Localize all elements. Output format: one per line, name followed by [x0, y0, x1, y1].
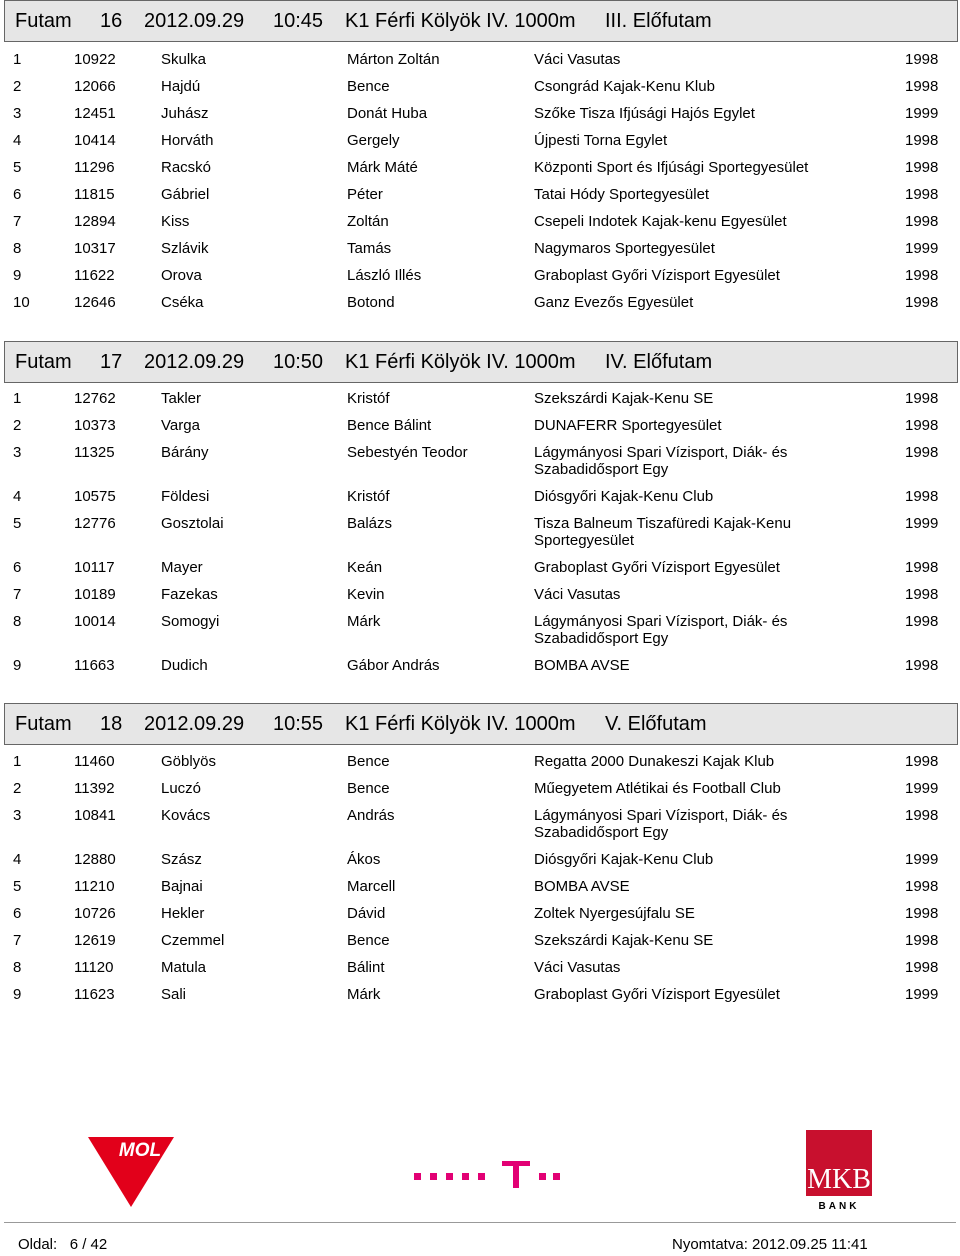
competitor-number-cell: 12880: [74, 851, 116, 868]
first-name-cell: Dávid: [347, 905, 386, 922]
last-name-cell: Juhász: [161, 105, 209, 122]
first-name-cell: Márk: [347, 613, 381, 630]
place-cell: 1: [13, 753, 22, 770]
last-name-cell: Horváth: [161, 132, 214, 149]
competitor-number-cell: 10841: [74, 807, 116, 824]
club-cell: Műegyetem Atlétikai és Football Club: [534, 780, 781, 797]
birth-year-cell: 1998: [905, 657, 939, 674]
first-name-cell: Kevin: [347, 586, 385, 603]
first-name-cell: Bence: [347, 753, 390, 770]
competitor-number-cell: 10117: [74, 559, 115, 576]
club-cell: Váci Vasutas: [534, 959, 621, 976]
competitor-number-cell: 12894: [74, 213, 116, 230]
table-row: [0, 557, 960, 584]
race-date: 2012.09.29: [144, 351, 245, 373]
birth-year-cell: 1999: [905, 851, 939, 868]
club-cell: DUNAFERR Sportegyesület: [534, 417, 722, 434]
table-row: [0, 513, 960, 549]
birth-year-cell: 1999: [905, 986, 939, 1003]
table-row: [0, 130, 960, 157]
place-cell: 2: [13, 780, 22, 797]
last-name-cell: Kovács: [161, 807, 211, 824]
competitor-number-cell: 11210: [74, 878, 115, 895]
club-cell: Lágymányosi Spari Vízisport, Diák- és Szabadidősport Egy: [534, 807, 788, 841]
competitor-number-cell: 12776: [74, 515, 116, 532]
competitor-number-cell: 12619: [74, 932, 116, 949]
race-header: [4, 703, 958, 745]
birth-year-cell: 1998: [905, 78, 939, 95]
last-name-cell: Orova: [161, 267, 202, 284]
competitor-number-cell: 11460: [74, 753, 115, 770]
competitor-number-cell: 11622: [74, 267, 115, 284]
race-time: 10:55: [273, 713, 324, 735]
competitor-number-cell: 11815: [74, 186, 115, 203]
first-name-cell: Ákos: [347, 851, 381, 868]
svg-text:MOL: MOL: [118, 1140, 162, 1161]
race-time: 10:45: [273, 10, 324, 32]
place-cell: 5: [13, 159, 22, 176]
last-name-cell: Gosztolai: [161, 515, 224, 532]
competitor-number-cell: 11623: [74, 986, 115, 1003]
last-name-cell: Racskó: [161, 159, 212, 176]
last-name-cell: Gábriel: [161, 186, 210, 203]
table-row: [0, 265, 960, 292]
last-name-cell: Sali: [161, 986, 187, 1003]
race-header: [4, 341, 958, 383]
club-cell: Váci Vasutas: [534, 586, 621, 603]
place-cell: 5: [13, 878, 22, 895]
table-row: [0, 292, 960, 319]
competitor-number-cell: 12762: [74, 390, 116, 407]
birth-year-cell: 1998: [905, 959, 939, 976]
club-cell: Szekszárdi Kajak-Kenu SE: [534, 932, 714, 949]
birth-year-cell: 1998: [905, 559, 939, 576]
competitor-number-cell: 10726: [74, 905, 116, 922]
table-row: [0, 584, 960, 611]
race-event: K1 Férfi Kölyök IV. 1000m: [345, 351, 576, 373]
competitor-number-cell: 11120: [74, 959, 114, 976]
footer-divider: [4, 1222, 956, 1223]
table-row: [0, 984, 960, 1011]
table-row: [0, 957, 960, 984]
competitor-number-cell: 10922: [74, 51, 116, 68]
table-row: [0, 930, 960, 957]
club-cell: Diósgyőri Kajak-Kenu Club: [534, 851, 714, 868]
birth-year-cell: 1998: [905, 51, 939, 68]
last-name-cell: Varga: [161, 417, 200, 434]
last-name-cell: Skulka: [161, 51, 207, 68]
club-cell: Graboplast Győri Vízisport Egyesület: [534, 986, 780, 1003]
place-cell: 8: [13, 240, 22, 257]
place-cell: 6: [13, 186, 22, 203]
first-name-cell: Bence Bálint: [347, 417, 432, 434]
birth-year-cell: 1999: [905, 780, 939, 797]
race-date: 2012.09.29: [144, 10, 245, 32]
last-name-cell: Bajnai: [161, 878, 203, 895]
birth-year-cell: 1998: [905, 132, 939, 149]
birth-year-cell: 1998: [905, 294, 939, 311]
club-cell: Szekszárdi Kajak-Kenu SE: [534, 390, 714, 407]
birth-year-cell: 1999: [905, 105, 939, 122]
last-name-cell: Somogyi: [161, 613, 220, 630]
birth-year-cell: 1998: [905, 186, 939, 203]
last-name-cell: Cséka: [161, 294, 204, 311]
print-timestamp: Nyomtatva: 2012.09.25 11:41: [672, 1236, 868, 1253]
first-name-cell: Sebestyén Teodor: [347, 444, 468, 461]
first-name-cell: Gergely: [347, 132, 400, 149]
club-cell: Szőke Tisza Ifjúsági Hajós Egylet: [534, 105, 755, 122]
table-row: [0, 442, 960, 478]
first-name-cell: Marcell: [347, 878, 396, 895]
birth-year-cell: 1998: [905, 613, 939, 630]
table-row: [0, 238, 960, 265]
svg-text:MKB: MKB: [807, 1164, 871, 1195]
table-row: [0, 751, 960, 778]
place-cell: 3: [13, 444, 22, 461]
table-row: [0, 76, 960, 103]
place-cell: 6: [13, 559, 22, 576]
first-name-cell: Kristóf: [347, 390, 390, 407]
birth-year-cell: 1998: [905, 444, 939, 461]
place-cell: 7: [13, 932, 22, 949]
first-name-cell: Márton Zoltán: [347, 51, 440, 68]
competitor-number-cell: 10014: [74, 613, 116, 630]
race-date: 2012.09.29: [144, 713, 245, 735]
table-row: [0, 157, 960, 184]
place-cell: 8: [13, 613, 22, 630]
first-name-cell: Bence: [347, 932, 390, 949]
race-number: 17: [100, 351, 123, 373]
place-cell: 6: [13, 905, 22, 922]
birth-year-cell: 1998: [905, 213, 939, 230]
race-event: K1 Férfi Kölyök IV. 1000m: [345, 713, 576, 735]
competitor-number-cell: 11663: [74, 657, 115, 674]
table-row: [0, 655, 960, 682]
club-cell: Regatta 2000 Dunakeszi Kajak Klub: [534, 753, 775, 770]
place-cell: 10: [13, 294, 30, 311]
table-row: [0, 778, 960, 805]
last-name-cell: Mayer: [161, 559, 203, 576]
first-name-cell: Bálint: [347, 959, 385, 976]
race-heat: V. Előfutam: [605, 713, 707, 735]
birth-year-cell: 1998: [905, 932, 939, 949]
place-cell: 2: [13, 417, 22, 434]
place-cell: 9: [13, 986, 22, 1003]
place-cell: 2: [13, 78, 22, 95]
table-row: [0, 486, 960, 513]
club-cell: Lágymányosi Spari Vízisport, Diák- és Szabadidősport Egy: [534, 444, 788, 478]
competitor-number-cell: 11392: [74, 780, 115, 797]
last-name-cell: Matula: [161, 959, 207, 976]
last-name-cell: Luczó: [161, 780, 202, 797]
last-name-cell: Földesi: [161, 488, 210, 505]
first-name-cell: Zoltán: [347, 213, 389, 230]
place-cell: 1: [13, 51, 22, 68]
first-name-cell: Kristóf: [347, 488, 390, 505]
first-name-cell: Tamás: [347, 240, 392, 257]
competitor-number-cell: 11296: [74, 159, 115, 176]
table-row: [0, 849, 960, 876]
table-row: [0, 49, 960, 76]
race-time: 10:50: [273, 351, 324, 373]
competitor-number-cell: 12066: [74, 78, 116, 95]
table-row: [0, 611, 960, 647]
birth-year-cell: 1998: [905, 267, 939, 284]
last-name-cell: Göblyös: [161, 753, 217, 770]
club-cell: Zoltek Nyergesújfalu SE: [534, 905, 695, 922]
place-cell: 4: [13, 488, 22, 505]
club-cell: Váci Vasutas: [534, 51, 621, 68]
birth-year-cell: 1999: [905, 240, 939, 257]
place-cell: 3: [13, 807, 22, 824]
place-cell: 3: [13, 105, 22, 122]
first-name-cell: Márk: [347, 986, 381, 1003]
birth-year-cell: 1999: [905, 515, 939, 532]
table-row: [0, 388, 960, 415]
competitor-number-cell: 10575: [74, 488, 116, 505]
place-cell: 9: [13, 657, 22, 674]
competitor-number-cell: 10373: [74, 417, 116, 434]
club-cell: Diósgyőri Kajak-Kenu Club: [534, 488, 714, 505]
club-cell: Újpesti Torna Egylet: [534, 132, 668, 149]
race-label: Futam: [15, 713, 72, 735]
last-name-cell: Hajdú: [161, 78, 201, 95]
race-number: 18: [100, 713, 123, 735]
competitor-number-cell: 10189: [74, 586, 116, 603]
race-number: 16: [100, 10, 123, 32]
club-cell: BOMBA AVSE: [534, 878, 630, 895]
table-row: [0, 211, 960, 238]
club-cell: Csongrád Kajak-Kenu Klub: [534, 78, 715, 95]
mkb-logo: [806, 1130, 872, 1212]
birth-year-cell: 1998: [905, 905, 939, 922]
club-cell: Központi Sport és Ifjúsági Sportegyesület: [534, 159, 809, 176]
birth-year-cell: 1998: [905, 390, 939, 407]
first-name-cell: Bence: [347, 78, 390, 95]
table-row: [0, 903, 960, 930]
table-row: [0, 876, 960, 903]
place-cell: 7: [13, 213, 22, 230]
club-cell: Tatai Hódy Sportegyesület: [534, 186, 710, 203]
place-cell: 8: [13, 959, 22, 976]
birth-year-cell: 1998: [905, 807, 939, 824]
competitor-number-cell: 10317: [74, 240, 116, 257]
place-cell: 7: [13, 586, 22, 603]
competitor-number-cell: 12451: [74, 105, 116, 122]
first-name-cell: Donát Huba: [347, 105, 428, 122]
competitor-number-cell: 11325: [74, 444, 115, 461]
race-event: K1 Férfi Kölyök IV. 1000m: [345, 10, 576, 32]
club-cell: BOMBA AVSE: [534, 657, 630, 674]
last-name-cell: Hekler: [161, 905, 205, 922]
birth-year-cell: 1998: [905, 417, 939, 434]
table-row: [0, 184, 960, 211]
svg-text:BANK: BANK: [818, 1201, 860, 1212]
birth-year-cell: 1998: [905, 488, 939, 505]
last-name-cell: Szlávik: [161, 240, 209, 257]
table-row: [0, 415, 960, 442]
last-name-cell: Szász: [161, 851, 202, 868]
page-indicator: Oldal: 6 / 42: [18, 1236, 108, 1253]
competitor-number-cell: 12646: [74, 294, 116, 311]
club-cell: Graboplast Győri Vízisport Egyesület: [534, 559, 780, 576]
race-label: Futam: [15, 351, 72, 373]
club-cell: Nagymaros Sportegyesület: [534, 240, 715, 257]
birth-year-cell: 1998: [905, 159, 939, 176]
club-cell: Graboplast Győri Vízisport Egyesület: [534, 267, 780, 284]
first-name-cell: Bence: [347, 780, 390, 797]
first-name-cell: Keán: [347, 559, 383, 576]
last-name-cell: Kiss: [161, 213, 190, 230]
birth-year-cell: 1998: [905, 586, 939, 603]
first-name-cell: András: [347, 807, 395, 824]
first-name-cell: Márk Máté: [347, 159, 418, 176]
place-cell: 4: [13, 132, 22, 149]
race-heat: IV. Előfutam: [605, 351, 713, 373]
telekom-logo: [414, 1155, 560, 1189]
club-cell: Lágymányosi Spari Vízisport, Diák- és Szabadidősport Egy: [534, 613, 788, 647]
mol-logo: [88, 1135, 174, 1209]
club-cell: Csepeli Indotek Kajak-kenu Egyesület: [534, 213, 787, 230]
race-header: [4, 0, 958, 42]
first-name-cell: Gábor András: [347, 657, 440, 674]
table-row: [0, 103, 960, 130]
place-cell: 9: [13, 267, 22, 284]
birth-year-cell: 1998: [905, 753, 939, 770]
first-name-cell: Botond: [347, 294, 395, 311]
first-name-cell: Péter: [347, 186, 383, 203]
club-cell: Ganz Evezős Egyesület: [534, 294, 694, 311]
club-cell: Tisza Balneum Tiszafüredi Kajak-Kenu Sportegyesület: [534, 515, 792, 549]
place-cell: 4: [13, 851, 22, 868]
race-heat: III. Előfutam: [605, 10, 712, 32]
last-name-cell: Fazekas: [161, 586, 218, 603]
last-name-cell: Czemmel: [161, 932, 225, 949]
race-label: Futam: [15, 10, 72, 32]
last-name-cell: Dudich: [161, 657, 208, 674]
first-name-cell: László Illés: [347, 267, 422, 284]
last-name-cell: Bárány: [161, 444, 209, 461]
first-name-cell: Balázs: [347, 515, 393, 532]
place-cell: 1: [13, 390, 22, 407]
last-name-cell: Takler: [161, 390, 202, 407]
table-row: [0, 805, 960, 841]
place-cell: 5: [13, 515, 22, 532]
birth-year-cell: 1998: [905, 878, 939, 895]
competitor-number-cell: 10414: [74, 132, 116, 149]
